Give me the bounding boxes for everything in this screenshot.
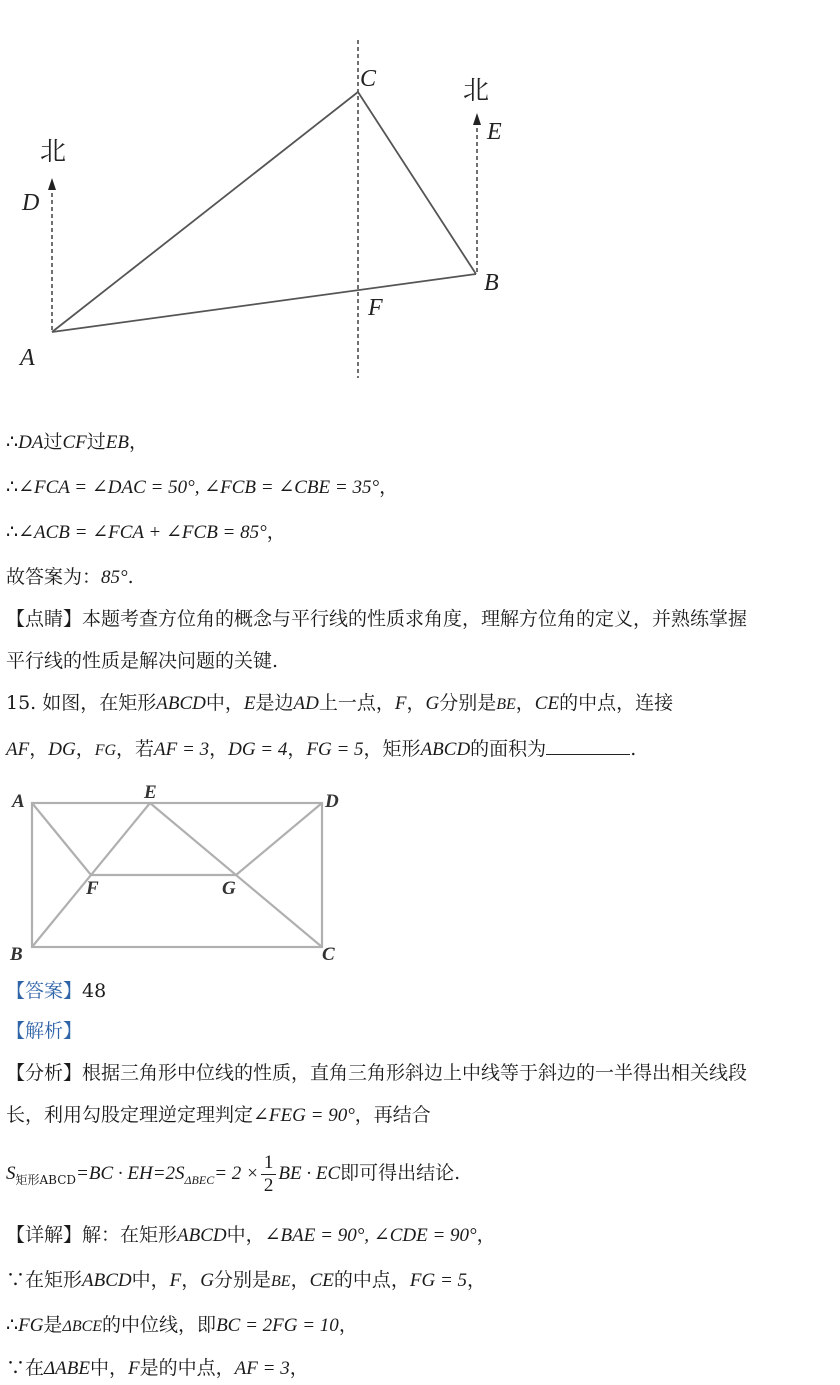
line-answer-statement: 故答案为：85°. bbox=[6, 566, 134, 588]
analysis-heading: 【解析】 bbox=[6, 1020, 83, 1042]
point-label-d: D bbox=[22, 190, 40, 216]
line-therefore-1: ∴DA过CF过EB， bbox=[6, 431, 148, 453]
detail-line-1: 【详解】解：在矩形ABCD中，∠BAE = 90°, ∠CDE = 90°， bbox=[6, 1224, 496, 1246]
analysis-line-1: 【分析】根据三角形中位线的性质，直角三角形斜边上中线等于斜边的一半得出相关线段 bbox=[6, 1062, 748, 1084]
answer-line: 【答案】48 bbox=[6, 980, 107, 1002]
north-arrow-b bbox=[473, 113, 481, 125]
bearing-diagram bbox=[0, 0, 560, 400]
point-label-b: B bbox=[484, 270, 499, 296]
segment-cb bbox=[358, 92, 476, 274]
detail-line-3: ∴FG是ΔBCE的中位线，即BC = 2FG = 10， bbox=[6, 1314, 358, 1336]
question-15-line-1: 15. 如图，在矩形ABCD中，E是边AD上一点，F，G分别是BE，CE的中点，连接 bbox=[6, 692, 674, 714]
question-15-line-2: AF，DG，FG，若AF = 3，DG = 4，FG = 5，矩形ABCD的面积为 . bbox=[6, 738, 637, 760]
point-label-a: A bbox=[20, 345, 35, 371]
detail-line-4: ∵在ΔABE中，F是的中点，AF = 3， bbox=[6, 1357, 309, 1379]
rect-label-d: D bbox=[325, 791, 339, 812]
point-label-f: F bbox=[368, 295, 383, 321]
line-comment-2: 平行线的性质是解决问题的关键. bbox=[6, 650, 279, 672]
rectangle-diagram bbox=[0, 780, 360, 965]
rect-label-e: E bbox=[144, 782, 157, 803]
point-label-e: E bbox=[487, 119, 502, 145]
detail-line-2: ∵在矩形ABCD中，F，G分别是BE，CE的中点，FG = 5， bbox=[6, 1269, 487, 1291]
rect-label-f: F bbox=[86, 878, 99, 899]
analysis-formula: $S_{矩形ABCD}=BC \cdot EH=2S_{\Delta BEC}= 2$ × $\frac{1}{2}$ BE · EC即可得出结论. bbox=[6, 1151, 461, 1196]
point-label-c: C bbox=[360, 66, 377, 92]
fraction-one-half: $\frac{1}{2}$ bbox=[261, 1152, 277, 1197]
rect-label-g: G bbox=[222, 878, 236, 899]
north-arrow-a bbox=[48, 178, 56, 190]
rect-label-c: C bbox=[322, 944, 335, 965]
segment-dg bbox=[236, 803, 322, 875]
analysis-line-2: 长，利用勾股定理逆定理判定∠FEG = 90°，再结合 bbox=[6, 1104, 431, 1126]
rect-label-a: A bbox=[12, 791, 25, 812]
north-label-right: 北 bbox=[463, 76, 490, 106]
answer-blank bbox=[546, 738, 630, 755]
line-therefore-3: ∴∠ACB = ∠FCA + ∠FCB = 85°， bbox=[6, 521, 286, 543]
line-therefore-2: ∴∠FCA = ∠DAC = 50°, ∠FCB = ∠CBE = 35°， bbox=[6, 476, 399, 498]
rect-label-b: B bbox=[10, 944, 23, 965]
north-label-left: 北 bbox=[40, 137, 67, 167]
segment-af bbox=[32, 803, 91, 875]
line-comment-1: 【点睛】本题考查方位角的概念与平行线的性质求角度，理解方位角的定义，并熟练掌握 bbox=[6, 608, 748, 630]
